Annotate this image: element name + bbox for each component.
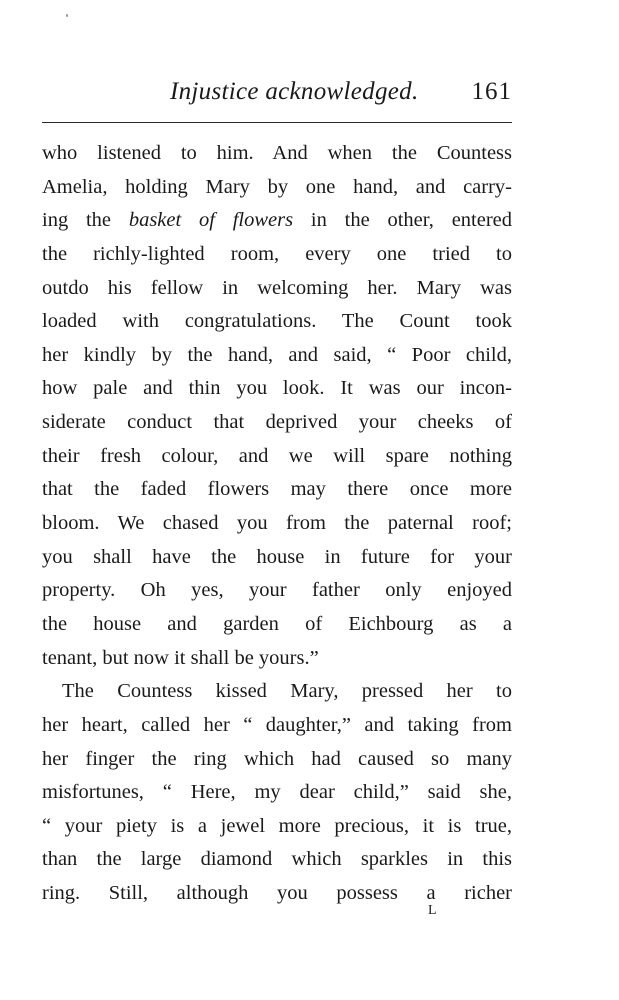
text-line: tenant, but now it shall be yours.” [42,646,319,669]
body-text [42,137,512,911]
running-title: Injustice acknowledged. [170,78,419,105]
text-line: misfortunes, “ Here, my dear child,” said she, [42,781,512,804]
text-line: bloom. We chased you from the paternal roof; [42,512,512,535]
text-line: than the large diamond which sparkles in this [42,848,512,871]
text-line: property. Oh yes, your father only enjoyed [42,579,512,602]
text-line: loaded with congratulations. The Count took [42,310,512,333]
page-number: 161 [471,78,512,105]
text-line: her heart, called her “ daughter,” and taking from [42,713,512,736]
text-segment: ing the [42,209,129,232]
text-line: who listened to him. And when the Countess [42,142,512,164]
text-line: the house and garden of Eichbourg as a [42,612,512,635]
signature-mark: L [428,903,438,918]
text-line: that the faded flowers may there once more [42,478,512,501]
paper-speck [66,14,68,17]
header-rule [42,122,512,123]
text-segment: in the other, entered [310,209,512,232]
text-line: “ your piety is a jewel more precious, it is true, [42,814,512,837]
text-line: her kindly by the hand, and said, “ Poor child, [42,343,512,366]
text-line: ring. Still, although you possess a richer [42,882,512,905]
text-line: siderate conduct that deprived your cheeks of [42,411,512,434]
text-line: The Countess kissed Mary, pressed her to [62,680,512,703]
text-line: the richly-lighted room, every one tried to [42,242,512,265]
text-line: you shall have the house in future for your [42,545,512,568]
text-line: Amelia, holding Mary by one hand, and carry- [42,175,512,198]
text-line [42,204,512,238]
text-line: how pale and thin you look. It was our incon- [42,377,512,400]
text-line: her finger the ring which had caused so many [42,747,512,770]
text-line: outdo his fellow in welcoming her. Mary was [42,276,512,299]
page-header [42,76,512,112]
text-line: their fresh colour, and we will spare nothing [42,444,512,467]
italic-phrase: basket of flowers [128,209,294,232]
